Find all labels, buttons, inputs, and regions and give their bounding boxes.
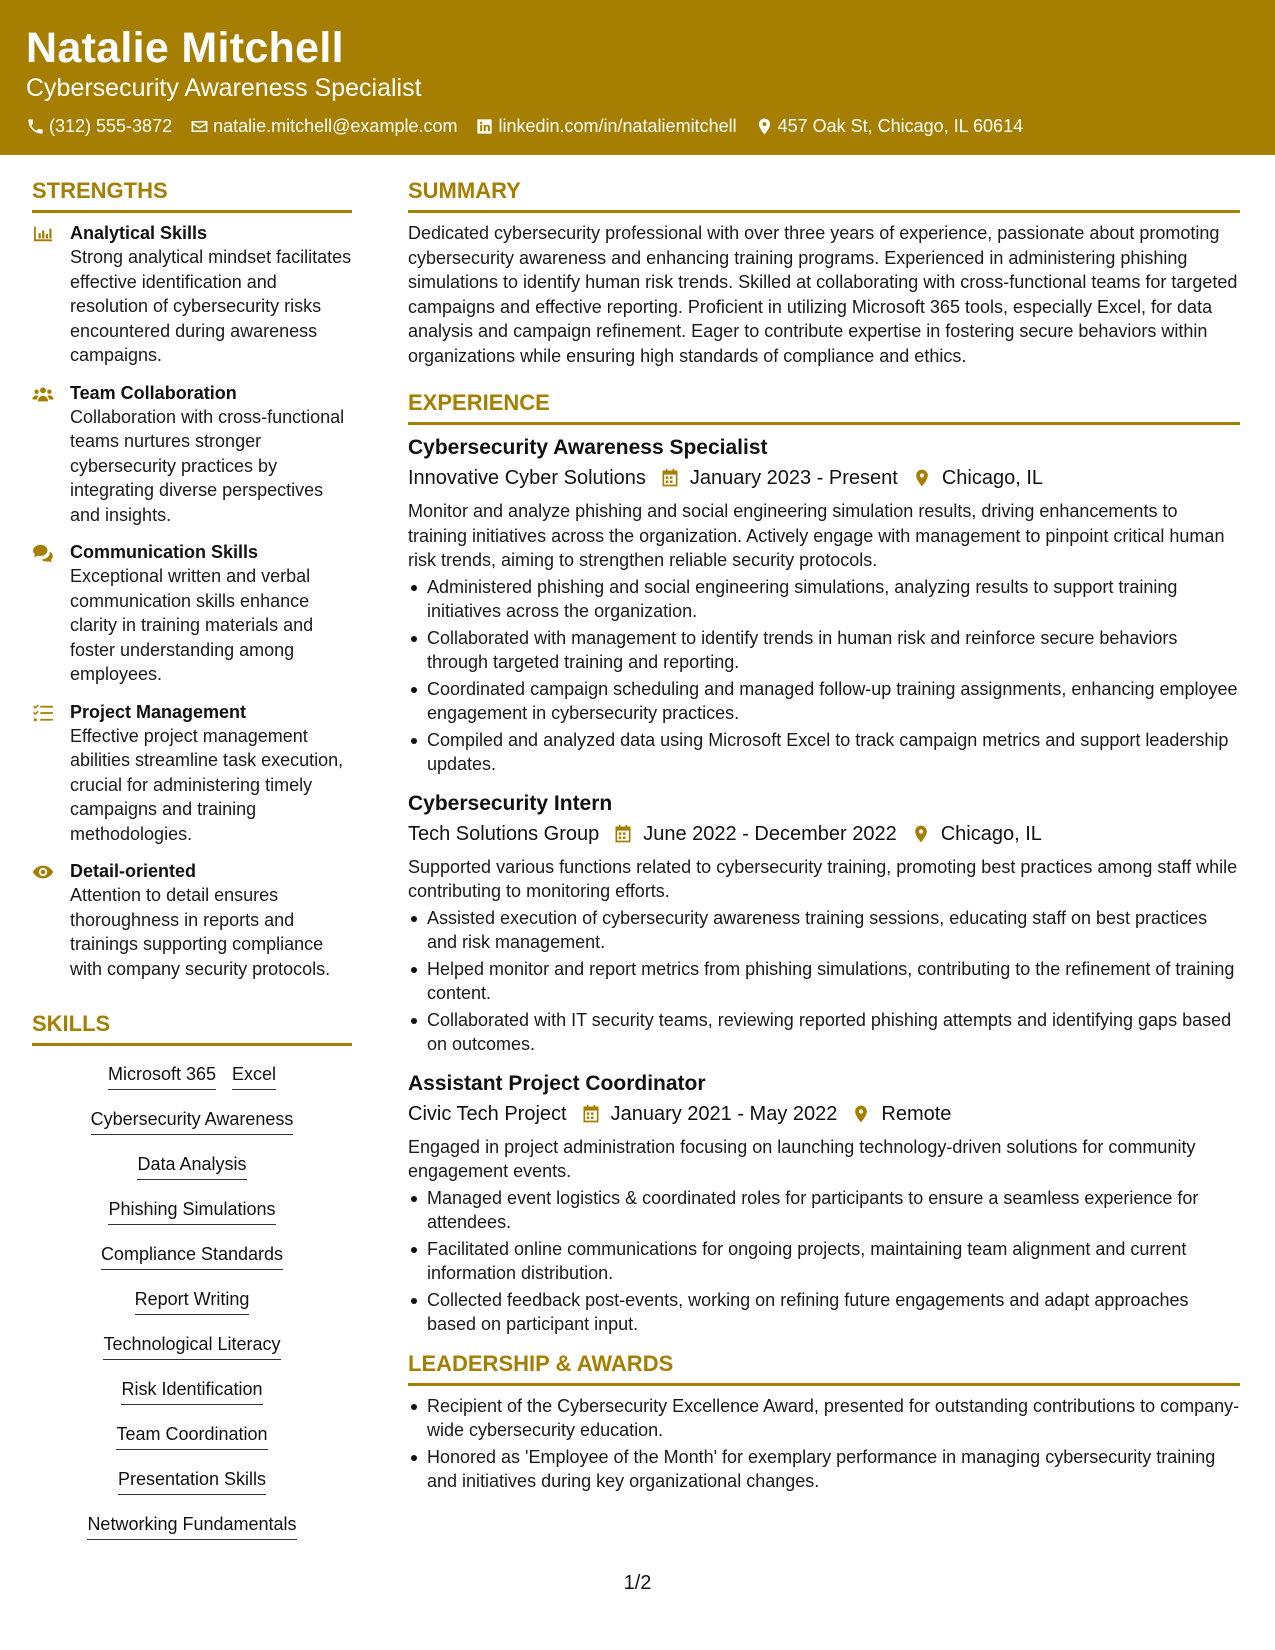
strength-desc: Collaboration with cross-functional teams nurtures stronger cybersecurity practices by integrating diverse perspectives and insights. xyxy=(70,406,345,525)
contact-phone xyxy=(26,114,172,138)
left-column xyxy=(32,176,352,1557)
job-bullet: Collaborated with management to identify trends in human risk and reinforce secure behaviors through targeted training and reporting. xyxy=(408,626,1240,675)
skill-tag: Team Coordination xyxy=(116,1422,267,1450)
email-text: natalie.mitchell@example.com xyxy=(213,116,458,136)
job-dates: January 2021 - May 2022 xyxy=(610,1102,838,1125)
list-check-icon xyxy=(32,704,54,722)
job-dates: January 2023 - Present xyxy=(689,467,898,489)
skill-tag: Technological Literacy xyxy=(103,1332,280,1360)
linkedin-text: linkedin.com/in/nataliemitchell xyxy=(498,116,737,136)
job-description: Monitor and analyze phishing and social engineering simulation results, driving enhancements to training initiatives across the organization. Actively engage with management to pinpoint critical human risk trends, aiming to strengthen reliable security protocols. xyxy=(408,501,1225,570)
job-bullet: Helped monitor and report metrics from phishing simulations, contributing to the refinement of training content. xyxy=(408,957,1240,1006)
summary-heading: SUMMARY xyxy=(408,176,1240,213)
job-location: Chicago, IL xyxy=(940,822,1042,845)
page-number: 1/2 xyxy=(623,1572,652,1594)
map-pin-icon xyxy=(755,117,774,136)
comments-icon xyxy=(32,544,54,562)
job-title: Assistant Project Coordinator xyxy=(408,1071,706,1095)
bar-chart-icon xyxy=(32,225,54,243)
award-bullet: Recipient of the Cybersecurity Excellence Award, presented for outstanding contributions to company-wide cybersecurity education. xyxy=(408,1394,1240,1443)
candidate-title: Cybersecurity Awareness Specialist xyxy=(26,74,422,102)
awards-heading: LEADERSHIP & AWARDS xyxy=(408,1349,1240,1386)
skills-heading: SKILLS xyxy=(32,1009,352,1046)
job-bullet: Assisted execution of cybersecurity awareness training sessions, educating staff on best practices and risk management. xyxy=(408,906,1240,955)
strength-title: Project Management xyxy=(70,701,247,722)
job-description: Supported various functions related to cybersecurity training, promoting best practices among staff while contributing to monitoring efforts. xyxy=(408,856,1238,901)
candidate-name: Natalie Mitchell xyxy=(26,24,344,72)
calendar-icon xyxy=(613,824,633,844)
strength-item xyxy=(32,859,352,981)
job-title: Cybersecurity Awareness Specialist xyxy=(408,436,768,459)
job-title: Cybersecurity Intern xyxy=(408,791,613,815)
skill-tag: Data Analysis xyxy=(137,1152,246,1180)
experience-heading: EXPERIENCE xyxy=(408,388,1240,425)
contact-email[interactable] xyxy=(190,114,457,138)
contact-linkedin[interactable] xyxy=(475,114,736,138)
job-bullet: Collaborated with IT security teams, reviewing reported phishing attempts and identifying gaps based on outcomes. xyxy=(408,1008,1240,1057)
job-dates: June 2022 - December 2022 xyxy=(643,822,897,845)
strength-title: Team Collaboration xyxy=(70,382,237,403)
job-description: Engaged in project administration focusing on launching technology-driven solutions for community engagement events. xyxy=(408,1136,1196,1181)
skill-tag: Cybersecurity Awareness xyxy=(91,1107,294,1135)
contact-bar xyxy=(26,114,1249,138)
job-bullet: Facilitated online communications for ongoing projects, maintaining team alignment and current information distribution. xyxy=(408,1237,1240,1286)
skill-tag: Networking Fundamentals xyxy=(87,1512,296,1540)
eye-icon xyxy=(32,863,54,881)
strength-desc: Effective project management abilities streamline task execution, crucial for administering timely campaigns and training methodologies. xyxy=(70,725,344,844)
strength-desc: Strong analytical mindset facilitates effective identification and resolution of cybersecurity risks encountered during awareness campaigns. xyxy=(70,247,352,365)
resume-header xyxy=(0,0,1275,155)
summary-text: Dedicated cybersecurity professional with over three years of experience, passionate about promoting cybersecurity awareness and enhancing training programs. Experienced in administering phishing simulations to identify human risk trends. Skilled at collaborating with cross-functional teams for targeted campaigns and effective reporting. Proficient in utilizing Microsoft 365 tools, especially Excel, for data analysis and campaign refinement. Eager to contribute expertise in fostering secure behaviors within organizations while ensuring high standards of compliance and ethics. xyxy=(408,223,1238,366)
job-bullet: Compiled and analyzed data using Microsoft Excel to track campaign metrics and support leadership updates. xyxy=(408,728,1240,777)
map-pin-icon xyxy=(851,1104,871,1124)
skill-tag: Risk Identification xyxy=(121,1377,262,1405)
users-icon xyxy=(32,385,54,403)
awards-section xyxy=(408,1349,1240,1494)
strength-item xyxy=(32,221,352,368)
skill-tag: Report Writing xyxy=(135,1287,250,1315)
skill-tag: Compliance Standards xyxy=(101,1242,283,1270)
job-bullet: Administered phishing and social engineering simulations, analyzing results to support training initiatives across the organization. xyxy=(408,575,1240,624)
map-pin-icon xyxy=(911,824,931,844)
job-entry xyxy=(408,789,1240,1057)
job-bullet: Collected feedback post-events, working on refining future engagements and adapt approaches based on participant input. xyxy=(408,1288,1240,1337)
linkedin-icon xyxy=(475,117,494,136)
job-company: Civic Tech Project xyxy=(408,1102,567,1125)
phone-text: (312) 555-3872 xyxy=(49,116,173,136)
calendar-icon xyxy=(581,1104,601,1124)
strength-desc: Exceptional written and verbal communication skills enhance clarity in training materials and foster understanding among employees. xyxy=(70,566,314,684)
address-text: 457 Oak St, Chicago, IL 60614 xyxy=(777,116,1024,136)
strength-title: Communication Skills xyxy=(70,542,259,562)
skill-tag: Microsoft 365 xyxy=(108,1062,216,1090)
strength-item xyxy=(32,700,352,847)
job-company: Innovative Cyber Solutions xyxy=(408,467,646,489)
skill-tag: Excel xyxy=(232,1062,276,1090)
strengths-heading: STRENGTHS xyxy=(32,176,352,213)
contact-address xyxy=(755,114,1024,138)
skill-tag: Phishing Simulations xyxy=(108,1197,275,1225)
strength-item xyxy=(32,381,352,528)
strength-title: Analytical Skills xyxy=(70,223,208,243)
award-bullet: Honored as 'Employee of the Month' for exemplary performance in managing cybersecurity training and initiatives during key organizational changes. xyxy=(408,1445,1240,1494)
strength-title: Detail-oriented xyxy=(70,861,197,881)
job-bullet: Coordinated campaign scheduling and managed follow-up training assignments, enhancing employee engagement in cybersecurity practices. xyxy=(408,677,1240,726)
map-pin-icon xyxy=(912,468,932,488)
job-location: Remote xyxy=(881,1102,952,1125)
job-bullet: Managed event logistics & coordinated roles for participants to ensure a seamless experience for attendees. xyxy=(408,1186,1240,1235)
job-entry xyxy=(408,1069,1240,1337)
phone-icon xyxy=(26,117,45,136)
job-entry xyxy=(408,433,1240,777)
strength-desc: Attention to detail ensures thoroughness in reports and trainings supporting compliance with company security protocols. xyxy=(70,885,331,979)
envelope-icon xyxy=(190,117,209,136)
right-column xyxy=(408,176,1240,1494)
job-company: Tech Solutions Group xyxy=(408,822,600,845)
strength-item xyxy=(32,540,352,687)
skills-section xyxy=(32,1009,352,1557)
skill-tag: Presentation Skills xyxy=(118,1467,266,1495)
job-location: Chicago, IL xyxy=(941,467,1043,489)
calendar-icon xyxy=(660,468,680,488)
